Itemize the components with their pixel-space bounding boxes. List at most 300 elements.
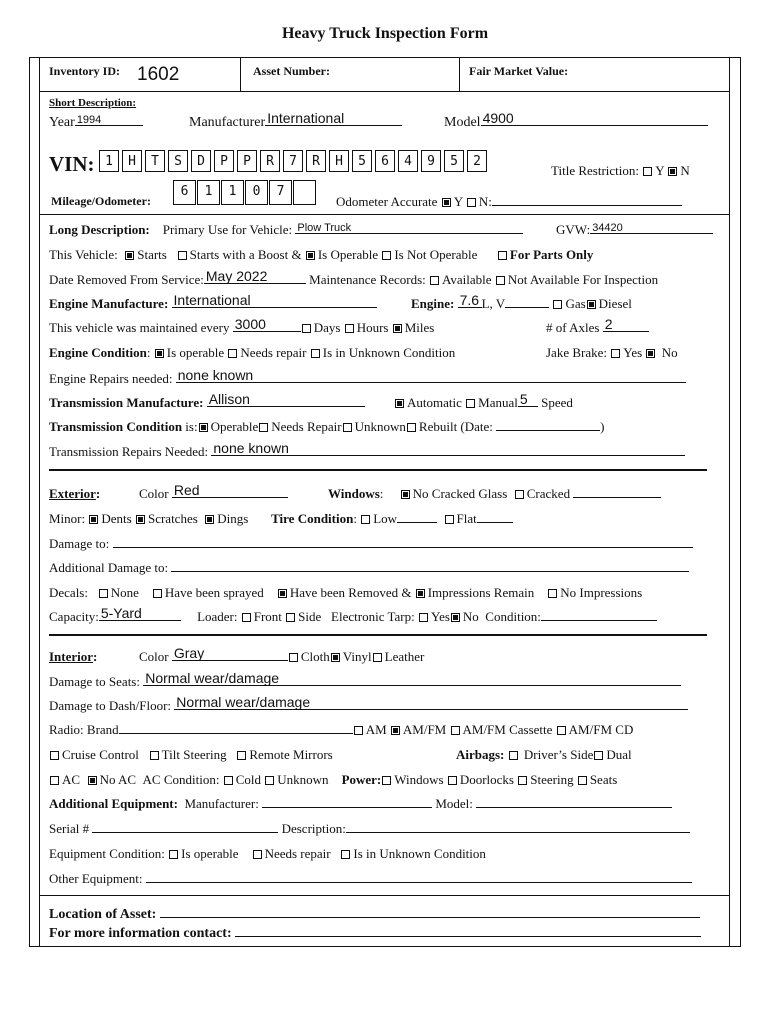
trans-mfr-label: Transmission Manufacture: bbox=[49, 395, 204, 410]
side-label: Side bbox=[298, 609, 322, 624]
frame-top bbox=[29, 57, 741, 58]
vin-char[interactable]: 9 bbox=[421, 150, 441, 172]
long-desc-label: Long Description: bbox=[49, 222, 150, 237]
equip-manufacturer-line[interactable] bbox=[262, 796, 432, 808]
starts-label: Starts bbox=[137, 247, 167, 262]
primary-use-label: Primary Use for Vehicle: bbox=[162, 222, 293, 237]
interior-divider bbox=[49, 634, 707, 636]
interior-color-value[interactable]: Gray bbox=[173, 645, 205, 661]
maintained-row bbox=[49, 316, 435, 336]
maint-not-available-checkbox[interactable] bbox=[496, 276, 505, 285]
exterior-color-field bbox=[139, 482, 288, 502]
trans-mfr-value[interactable]: Allison bbox=[208, 391, 250, 407]
windows-field: Windows: No Cracked Glass Cracked bbox=[328, 486, 661, 502]
windows-label: Windows bbox=[328, 486, 380, 501]
starts-checkbox[interactable] bbox=[125, 251, 134, 260]
trans-repairs-row bbox=[49, 440, 685, 460]
no-cracked-checkbox[interactable] bbox=[401, 490, 410, 499]
header-col-divider-2 bbox=[459, 57, 460, 91]
scratches-checkbox[interactable] bbox=[136, 515, 145, 524]
serial-row bbox=[49, 821, 690, 837]
low-line[interactable] bbox=[397, 511, 437, 523]
cracked-label: Cracked bbox=[526, 486, 571, 501]
description-line[interactable] bbox=[346, 821, 690, 833]
short-desc-label: Short Description: bbox=[49, 97, 137, 109]
vin-char[interactable]: P bbox=[237, 150, 257, 172]
vin-char[interactable]: S bbox=[168, 150, 188, 172]
fair-market-label: Fair Market Value: bbox=[469, 64, 569, 78]
n-label: N: bbox=[478, 194, 492, 209]
operable-label: Operable bbox=[210, 419, 259, 434]
engine-liters[interactable]: 7.6 bbox=[459, 292, 480, 308]
trans-mfr-row bbox=[49, 391, 365, 411]
title-restriction-y-checkbox[interactable] bbox=[643, 167, 652, 176]
engine-mfr-row bbox=[49, 292, 377, 312]
ac-checkbox[interactable] bbox=[50, 776, 59, 785]
inventory-id-value[interactable]: 1602 bbox=[137, 64, 180, 85]
seats-label: Seats bbox=[589, 772, 618, 787]
starts-boost-label: Starts with a Boost & bbox=[189, 247, 302, 262]
miles-checkbox[interactable] bbox=[393, 324, 402, 333]
exterior-label: Exterior bbox=[49, 486, 96, 501]
model-label: Model bbox=[444, 115, 481, 130]
scratches-label: Scratches bbox=[147, 511, 198, 526]
diesel-checkbox[interactable] bbox=[587, 300, 596, 309]
dash-damage-row bbox=[49, 694, 688, 714]
serial-line[interactable] bbox=[92, 821, 278, 833]
for-parts-checkbox[interactable] bbox=[498, 251, 507, 260]
interior-label-wrap: Interior: bbox=[49, 649, 98, 664]
airbags-field bbox=[456, 747, 632, 763]
am-checkbox[interactable] bbox=[354, 726, 363, 735]
jake-label: Jake Brake: bbox=[546, 345, 608, 360]
vin-boxes bbox=[99, 150, 490, 172]
additional-damage-row bbox=[49, 560, 689, 576]
loader-label: Loader: bbox=[197, 609, 238, 624]
engine-v-line[interactable] bbox=[505, 296, 549, 308]
close-paren: ) bbox=[600, 419, 605, 434]
radio-row bbox=[49, 722, 633, 738]
gvw-label: GVW: bbox=[556, 222, 591, 237]
windows-label: Windows bbox=[394, 772, 444, 787]
manufacturer-label: Manufacturer: bbox=[184, 796, 259, 811]
axles-field bbox=[546, 316, 649, 336]
this-vehicle-label: This Vehicle: bbox=[49, 247, 118, 262]
location-row bbox=[49, 906, 700, 923]
unknown-label: Unknown bbox=[354, 419, 406, 434]
serial-label: Serial # bbox=[49, 821, 90, 836]
axles-label: # of Axles bbox=[546, 320, 600, 335]
decals-sprayed-checkbox[interactable] bbox=[153, 589, 162, 598]
year-value[interactable]: 1994 bbox=[76, 114, 102, 126]
interior-label: Interior bbox=[49, 649, 94, 664]
radio-label: Radio: Brand bbox=[49, 722, 119, 737]
amfm-cd-checkbox[interactable] bbox=[557, 726, 566, 735]
loader-front-checkbox[interactable] bbox=[242, 613, 251, 622]
drivers-side-label: Driver’s Side bbox=[523, 747, 594, 762]
vin-char[interactable]: P bbox=[214, 150, 234, 172]
manufacturer-field bbox=[189, 110, 402, 131]
equip-operable-checkbox[interactable] bbox=[169, 850, 178, 859]
dings-checkbox[interactable] bbox=[205, 515, 214, 524]
condition-label: Condition: bbox=[485, 609, 541, 624]
exterior-row-1: Exterior: bbox=[49, 486, 101, 501]
odometer-digit[interactable]: 1 bbox=[197, 180, 220, 205]
vin-char[interactable]: 7 bbox=[283, 150, 303, 172]
no-impressions-checkbox[interactable] bbox=[548, 589, 557, 598]
trans-condition-row bbox=[49, 419, 605, 435]
dash-damage-value[interactable]: Normal wear/damage bbox=[176, 694, 311, 710]
jake-no-checkbox[interactable] bbox=[646, 349, 655, 358]
header-col-divider-1 bbox=[240, 57, 241, 91]
cold-label: Cold bbox=[235, 772, 262, 787]
power-steering-checkbox[interactable] bbox=[518, 776, 527, 785]
starts-boost-checkbox[interactable] bbox=[178, 251, 187, 260]
is-not-operable-label: Is Not Operable bbox=[394, 247, 478, 262]
low-label: Low bbox=[373, 511, 398, 526]
power-seats-checkbox[interactable] bbox=[578, 776, 587, 785]
rebuilt-label: Rebuilt (Date: bbox=[418, 419, 493, 434]
impressions-remain-label: Impressions Remain bbox=[427, 585, 535, 600]
additional-equipment-row bbox=[49, 796, 672, 812]
gvw-field bbox=[556, 222, 713, 238]
tire-low-checkbox[interactable] bbox=[361, 515, 370, 524]
equip-unknown-checkbox[interactable] bbox=[341, 850, 350, 859]
seats-damage-value[interactable]: Normal wear/damage bbox=[145, 670, 280, 686]
vehicle-status-row bbox=[49, 247, 593, 263]
gvw-value[interactable]: 34420 bbox=[592, 222, 623, 234]
manufacturer-value[interactable]: International bbox=[267, 110, 345, 126]
vinyl-label: Vinyl bbox=[342, 649, 372, 664]
description-label: Description: bbox=[281, 821, 346, 836]
unknown-cond-label: Is in Unknown Condition bbox=[322, 345, 456, 360]
equip-model-line[interactable] bbox=[476, 796, 672, 808]
amfm-cassette-label: AM/FM Cassette bbox=[462, 722, 553, 737]
dents-checkbox[interactable] bbox=[89, 515, 98, 524]
mirrors-checkbox[interactable] bbox=[237, 751, 246, 760]
vin-label: VIN: bbox=[49, 152, 95, 176]
contact-line[interactable] bbox=[235, 925, 701, 937]
vin-char[interactable]: 5 bbox=[444, 150, 464, 172]
cracked-line[interactable] bbox=[573, 486, 661, 498]
tire-flat-checkbox[interactable] bbox=[445, 515, 454, 524]
damage-to-row bbox=[49, 536, 693, 552]
amfm-checkbox[interactable] bbox=[391, 726, 400, 735]
doorlocks-label: Doorlocks bbox=[459, 772, 514, 787]
other-equip-label: Other Equipment: bbox=[49, 871, 143, 886]
yes-label: Yes bbox=[430, 609, 450, 624]
no-label: No bbox=[661, 345, 678, 360]
hours-checkbox[interactable] bbox=[345, 324, 354, 333]
title-restriction-n-checkbox[interactable] bbox=[668, 167, 677, 176]
tarp-yes-checkbox[interactable] bbox=[419, 613, 428, 622]
radio-brand-line[interactable] bbox=[119, 722, 353, 734]
primary-use-value[interactable]: Plow Truck bbox=[297, 222, 352, 234]
seats-damage-row bbox=[49, 670, 681, 690]
manual-checkbox[interactable] bbox=[466, 399, 475, 408]
speeds-value[interactable]: 5 bbox=[519, 391, 528, 407]
tire-label: Tire Condition bbox=[271, 511, 354, 526]
frame-left-outer bbox=[29, 57, 30, 947]
steering-label: Steering bbox=[530, 772, 574, 787]
long-desc-top bbox=[39, 214, 730, 215]
days-checkbox[interactable] bbox=[302, 324, 311, 333]
tilt-label: Tilt Steering bbox=[161, 747, 227, 762]
frame-right-inner bbox=[729, 57, 730, 947]
gas-label: Gas bbox=[565, 296, 586, 311]
location-label: Location of Asset: bbox=[49, 907, 157, 922]
needs-repair-label: Needs repair bbox=[240, 345, 307, 360]
odometer-note-line[interactable] bbox=[492, 194, 682, 206]
engine-repairs-value[interactable]: none known bbox=[177, 367, 254, 383]
trans-cond-label: Transmission Condition bbox=[49, 419, 183, 434]
vin-char[interactable]: 1 bbox=[99, 150, 119, 172]
cloth-label: Cloth bbox=[300, 649, 330, 664]
impressions-remain-checkbox[interactable] bbox=[416, 589, 425, 598]
equip-cond-label: Equipment Condition: bbox=[49, 846, 165, 861]
cloth-checkbox[interactable] bbox=[289, 653, 298, 662]
engine-condition-row: Engine Condition: Is operable Needs repair Is in Unknown Condition bbox=[49, 345, 456, 360]
front-label: Front bbox=[253, 609, 282, 624]
am-label: AM bbox=[365, 722, 387, 737]
cold-checkbox[interactable] bbox=[224, 776, 233, 785]
decals-removed-checkbox[interactable] bbox=[278, 589, 287, 598]
ac-label: AC bbox=[62, 772, 81, 787]
vin-char[interactable]: H bbox=[122, 150, 142, 172]
additional-damage-label: Additional Damage to: bbox=[49, 560, 169, 575]
automatic-label: Automatic bbox=[407, 395, 462, 410]
footer-top bbox=[39, 895, 730, 896]
no-ac-label: No AC bbox=[99, 772, 137, 787]
miles-label: Miles bbox=[404, 320, 435, 335]
jake-brake-field bbox=[546, 345, 678, 361]
date-removed-value[interactable]: May 2022 bbox=[205, 268, 268, 284]
decals-none-checkbox[interactable] bbox=[99, 589, 108, 598]
y-label: Y bbox=[655, 163, 665, 178]
vin-char[interactable]: 6 bbox=[375, 150, 395, 172]
color-label: Color bbox=[139, 486, 169, 501]
maint-available-checkbox[interactable] bbox=[430, 276, 439, 285]
vin-char[interactable]: T bbox=[145, 150, 165, 172]
no-impressions-label: No Impressions bbox=[560, 585, 643, 600]
tarp-condition-line[interactable] bbox=[541, 609, 657, 621]
odometer-digit[interactable]: 1 bbox=[221, 180, 244, 205]
is-operable-checkbox[interactable] bbox=[306, 251, 315, 260]
engine-cond-label: Engine Condition bbox=[49, 345, 147, 360]
contact-label: For more information contact: bbox=[49, 926, 232, 941]
no-ac-checkbox[interactable] bbox=[88, 776, 97, 785]
ac-condition-label: AC Condition: bbox=[142, 772, 220, 787]
trans-repairs-value[interactable]: none known bbox=[213, 440, 289, 456]
trans-needs-repair-checkbox[interactable] bbox=[259, 423, 268, 432]
trans-unknown-checkbox[interactable] bbox=[343, 423, 352, 432]
seats-label: Damage to Seats: bbox=[49, 674, 140, 689]
odometer-digit[interactable]: 7 bbox=[269, 180, 292, 205]
engine-repairs-label: Engine Repairs needed: bbox=[49, 371, 173, 386]
header-divider bbox=[39, 91, 730, 92]
damage-to-line[interactable] bbox=[113, 536, 693, 548]
vin-char[interactable]: R bbox=[306, 150, 326, 172]
ac-power-row bbox=[49, 772, 617, 788]
available-label: Available bbox=[441, 272, 492, 287]
capacity-value[interactable]: 5-Yard bbox=[100, 605, 142, 621]
vinyl-checkbox[interactable] bbox=[331, 653, 340, 662]
mileage-label: Mileage/Odometer: bbox=[51, 194, 151, 208]
primary-use-row bbox=[49, 222, 523, 238]
flat-line[interactable] bbox=[477, 511, 513, 523]
year-label: Year bbox=[49, 115, 75, 130]
title-restriction bbox=[551, 163, 690, 179]
needs-repair-label: Needs repair bbox=[264, 846, 331, 861]
mirrors-label: Remote Mirrors bbox=[249, 747, 333, 762]
n-label: N bbox=[680, 163, 690, 178]
dual-checkbox[interactable] bbox=[594, 751, 603, 760]
odometer-digit[interactable]: 6 bbox=[173, 180, 196, 205]
is-operable-label: Is operable bbox=[181, 846, 239, 861]
capacity-label: Capacity: bbox=[49, 609, 99, 624]
engine-mfr-label: Engine Manufacture: bbox=[49, 296, 169, 311]
other-equip-line[interactable] bbox=[146, 871, 692, 883]
dings-label: Dings bbox=[217, 511, 249, 526]
speed-label: Speed bbox=[541, 395, 573, 410]
minor-label: Minor: bbox=[49, 511, 86, 526]
amfm-cassette-checkbox[interactable] bbox=[451, 726, 460, 735]
odometer-boxes bbox=[173, 180, 317, 205]
form-title: Heavy Truck Inspection Form bbox=[281, 25, 489, 42]
trans-rebuilt-checkbox[interactable] bbox=[407, 423, 416, 432]
frame-bottom bbox=[29, 946, 741, 947]
vin-char[interactable]: 5 bbox=[352, 150, 372, 172]
yes-label: Yes bbox=[623, 345, 643, 360]
equip-condition-row bbox=[49, 846, 486, 862]
vin-char[interactable]: 2 bbox=[467, 150, 487, 172]
title-restriction-label: Title Restriction: bbox=[551, 163, 639, 178]
decals-label: Decals: bbox=[49, 585, 88, 600]
l-v-label: L, V bbox=[481, 296, 506, 311]
engine-repairs-row bbox=[49, 367, 686, 387]
power-windows-checkbox[interactable] bbox=[382, 776, 391, 785]
vin-char[interactable]: R bbox=[260, 150, 280, 172]
trans-operable-checkbox[interactable] bbox=[199, 423, 208, 432]
no-cracked-label: No Cracked Glass bbox=[412, 486, 508, 501]
additional-damage-line[interactable] bbox=[171, 560, 689, 572]
odometer-digit[interactable] bbox=[293, 180, 316, 205]
odometer-accurate bbox=[336, 194, 682, 210]
y-label: Y bbox=[453, 194, 463, 209]
jake-yes-checkbox[interactable] bbox=[611, 349, 620, 358]
is-not-operable-checkbox[interactable] bbox=[382, 251, 391, 260]
minor-row: Minor: Dents Scratches Dings Tire Condition: Low Flat bbox=[49, 511, 513, 527]
engine-label: Engine: bbox=[411, 296, 455, 311]
gas-checkbox[interactable] bbox=[553, 300, 562, 309]
is-operable-label: Is operable bbox=[166, 345, 225, 360]
asset-number-label: Asset Number: bbox=[253, 64, 330, 78]
doorlocks-checkbox[interactable] bbox=[448, 776, 457, 785]
leather-checkbox[interactable] bbox=[373, 653, 382, 662]
decals-row bbox=[49, 585, 642, 601]
color-label: Color bbox=[139, 649, 169, 664]
tilt-checkbox[interactable] bbox=[150, 751, 159, 760]
engine-row bbox=[411, 292, 632, 312]
trans-type-row bbox=[394, 391, 573, 411]
automatic-checkbox[interactable] bbox=[395, 399, 404, 408]
cracked-checkbox[interactable] bbox=[515, 490, 524, 499]
odometer-accurate-n-checkbox[interactable] bbox=[467, 198, 476, 207]
engine-operable-checkbox[interactable] bbox=[155, 349, 164, 358]
drivers-side-checkbox[interactable] bbox=[509, 751, 518, 760]
contact-row bbox=[49, 925, 701, 942]
engine-unknown-checkbox[interactable] bbox=[311, 349, 320, 358]
frame-left-inner bbox=[39, 57, 40, 947]
amfm-cd-label: AM/FM CD bbox=[568, 722, 634, 737]
odometer-accurate-label: Odometer Accurate bbox=[336, 194, 438, 209]
tarp-no-checkbox[interactable] bbox=[451, 613, 460, 622]
model-field bbox=[444, 110, 708, 131]
needs-repair-label: Needs Repair bbox=[271, 419, 342, 434]
manual-label: Manual bbox=[478, 395, 518, 410]
none-label: None bbox=[110, 585, 139, 600]
loader-side-checkbox[interactable] bbox=[286, 613, 295, 622]
ac-unknown-checkbox[interactable] bbox=[265, 776, 274, 785]
removed-label: Have been Removed & bbox=[289, 585, 412, 600]
equip-needs-repair-checkbox[interactable] bbox=[253, 850, 262, 859]
for-parts-label: For Parts Only bbox=[509, 247, 594, 262]
vin-char[interactable]: D bbox=[191, 150, 211, 172]
maint-records-label: Maintenance Records: bbox=[309, 272, 426, 287]
rebuilt-date-line[interactable] bbox=[496, 419, 600, 431]
year-field bbox=[49, 114, 143, 131]
vin-char[interactable]: H bbox=[329, 150, 349, 172]
sprayed-label: Have been sprayed bbox=[164, 585, 264, 600]
date-removed-row bbox=[49, 268, 659, 288]
frame-right-outer bbox=[740, 57, 741, 947]
dual-label: Dual bbox=[606, 747, 632, 762]
odometer-digit[interactable]: 0 bbox=[245, 180, 268, 205]
inventory-id-label: Inventory ID: bbox=[49, 64, 120, 78]
damage-to-label: Damage to: bbox=[49, 536, 110, 551]
odometer-accurate-y-checkbox[interactable] bbox=[442, 198, 451, 207]
engine-mfr-value[interactable]: International bbox=[173, 292, 251, 308]
manufacturer-label: Manufacturer bbox=[189, 115, 266, 130]
days-label: Days bbox=[313, 320, 341, 335]
unknown-label: Unknown bbox=[277, 772, 329, 787]
model-value[interactable]: 4900 bbox=[482, 110, 514, 126]
capacity-row bbox=[49, 605, 657, 625]
engine-needs-repair-checkbox[interactable] bbox=[228, 349, 237, 358]
exterior-divider bbox=[49, 469, 707, 471]
no-label: No bbox=[462, 609, 479, 624]
cruise-label: Cruise Control bbox=[62, 747, 139, 762]
dash-label: Damage to Dash/Floor: bbox=[49, 698, 172, 713]
interior-color-row bbox=[139, 645, 425, 665]
location-line[interactable] bbox=[160, 906, 700, 918]
axles-value[interactable]: 2 bbox=[604, 316, 613, 332]
vin-char[interactable]: 4 bbox=[398, 150, 418, 172]
cruise-checkbox[interactable] bbox=[50, 751, 59, 760]
maintained-value[interactable]: 3000 bbox=[234, 316, 266, 332]
leather-label: Leather bbox=[384, 649, 425, 664]
unknown-cond-label: Is in Unknown Condition bbox=[353, 846, 486, 861]
tarp-label: Electronic Tarp: bbox=[331, 609, 415, 624]
diesel-label: Diesel bbox=[598, 296, 632, 311]
date-removed-label: Date Removed From Service: bbox=[49, 272, 204, 287]
exterior-color-value[interactable]: Red bbox=[173, 482, 200, 498]
other-equipment-row bbox=[49, 871, 692, 887]
airbags-label: Airbags: bbox=[456, 747, 505, 762]
hours-label: Hours bbox=[356, 320, 389, 335]
not-available-label: Not Available For Inspection bbox=[507, 272, 659, 287]
power-label: Power: bbox=[341, 772, 382, 787]
